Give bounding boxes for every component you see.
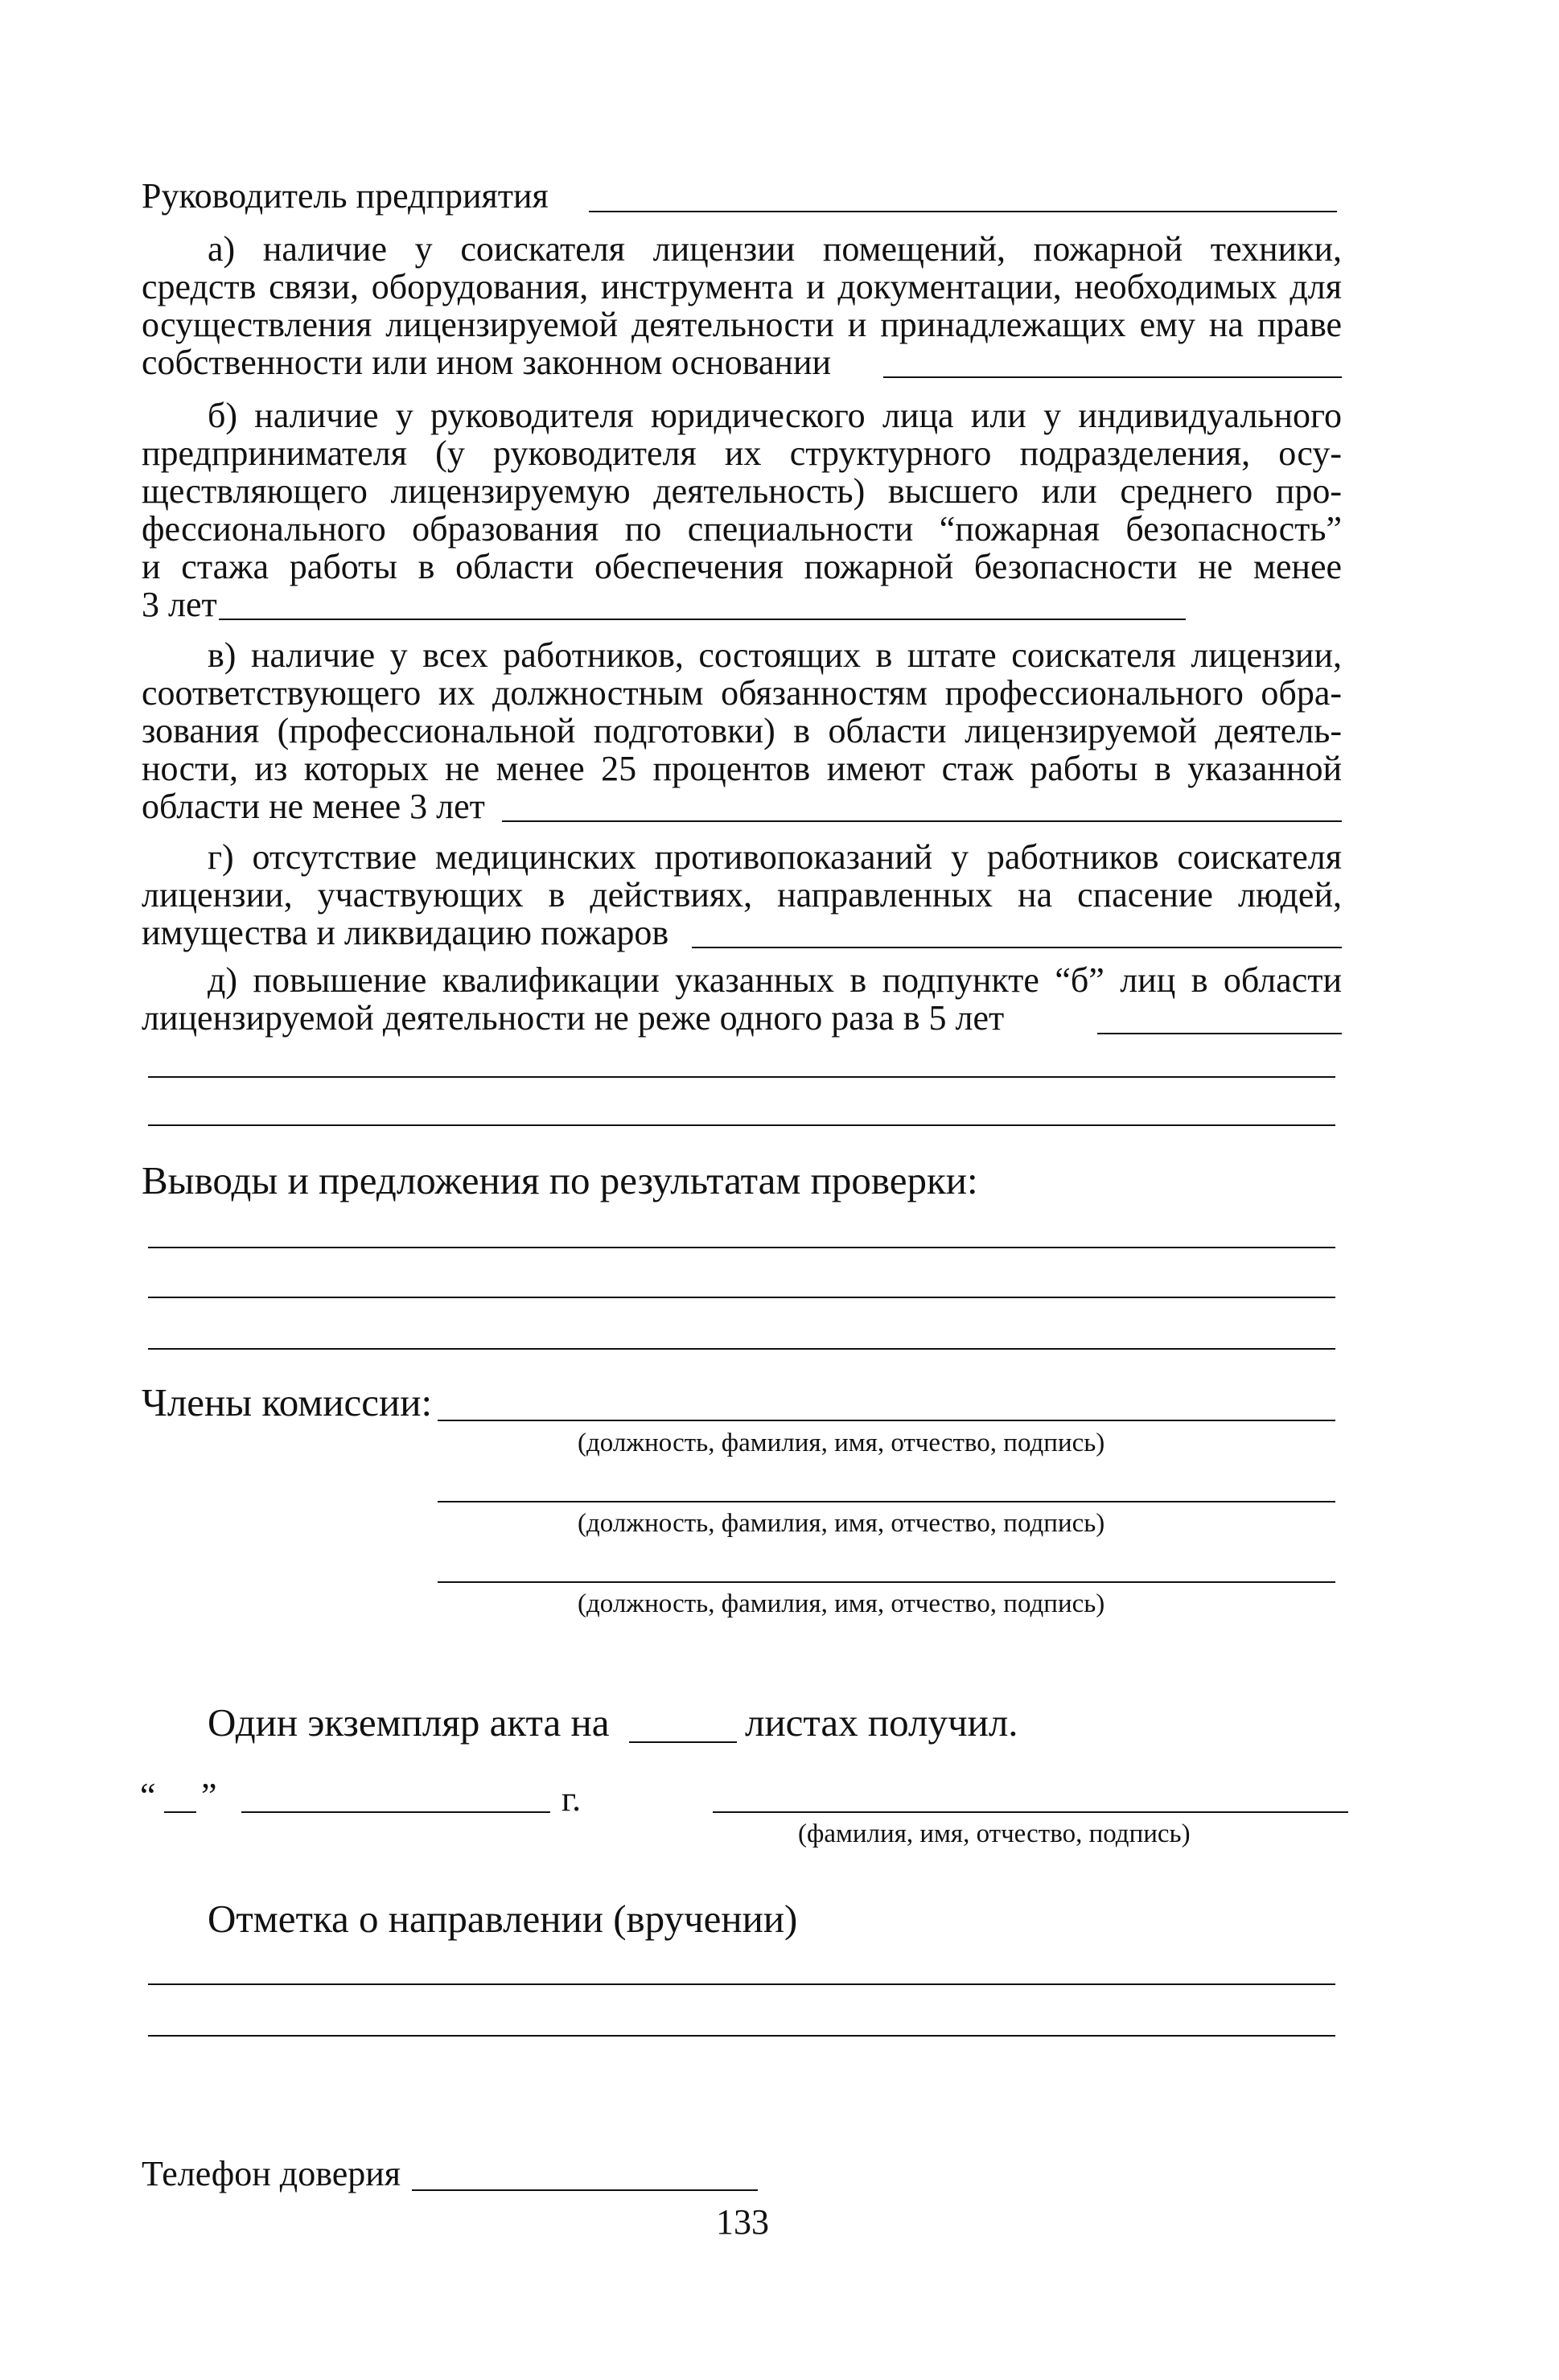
conclusions-label: Выводы и предложения по результатам проверки: [142,1158,978,1202]
blank-line [148,1076,1335,1078]
item-v-line-5: области не менее 3 лет [142,787,485,826]
item-d-line-1: д) повышение квалификации указанных в подпункте “б” лиц в области [208,960,1342,1000]
sheets-count-line [629,1741,737,1743]
commission-label: Члены комиссии: [142,1380,433,1424]
delivery-label: Отметка о направлении (вручении) [208,1897,798,1941]
item-v-fill-line [502,820,1342,822]
item-b-line-5: и стажа работы в области обеспечения пожарной безопасности не менее [142,547,1342,586]
conclusions-line [148,1247,1335,1248]
date-month-line [241,1811,550,1813]
item-a-line-4: собственности или ином законном основании [142,343,832,382]
date-quote-open: “ [140,1776,156,1815]
conclusions-line [148,1348,1335,1350]
blank-line [148,1124,1335,1126]
item-g-fill-line [692,947,1342,948]
commission-signature-line [438,1581,1335,1583]
receipt-text-before: Один экземпляр акта на [208,1700,610,1745]
delivery-line [148,2035,1335,2037]
item-v-line-1: в) наличие у всех работников, состоящих в штате соискателя лицензии, [208,635,1342,675]
item-a-fill-line [883,376,1342,378]
commission-signature-line [438,1420,1335,1421]
item-d-fill-line [1097,1033,1342,1034]
item-b-line-2: предпринимателя (у руководителя их структурного подразделения, осу- [142,434,1342,473]
item-b-line-3: ществляющего лицензируемую деятельность) высшего или среднего про- [142,471,1342,511]
item-b-line-1: б) наличие у руководителя юридического лица или у индивидуального [208,396,1342,435]
item-d-line-2: лицензируемой деятельности не реже одного раза в 5 лет [142,998,1005,1038]
item-a-line-2: средств связи, оборудования, инструмента и документации, необходимых для [142,267,1342,306]
commission-caption: (должность, фамилия, имя, отчество, подпись) [578,1428,1105,1457]
receipt-text-after: листах получил. [745,1700,1018,1745]
manager-label: Руководитель предприятия [142,176,549,216]
item-v-line-3: зования (профессиональной подготовки) в области лицензируемой деятель- [142,711,1342,750]
item-b-line-6: 3 лет [142,585,217,624]
hotline-label: Телефон доверия [142,2154,401,2193]
date-day-line [164,1811,196,1813]
item-g-line-1: г) отсутствие медицинских противопоказаний у работников соискателя [208,837,1342,877]
receipt-caption: (фамилия, имя, отчество, подпись) [798,1819,1191,1848]
page-number: 133 [716,2202,769,2242]
hotline-fill-line [412,2189,758,2191]
date-year-suffix: г. [561,1779,582,1819]
receipt-signature-line [713,1811,1348,1813]
item-v-line-4: ности, из которых не менее 25 процентов имеют стаж работы в указанной [142,749,1342,788]
commission-caption: (должность, фамилия, имя, отчество, подпись) [578,1589,1105,1618]
item-v-line-2: соответствующего их должностным обязанностям профессионального обра- [142,673,1342,713]
conclusions-line [148,1297,1335,1298]
item-b-fill-line [219,619,1186,620]
item-g-line-2: лицензии, участвующих в действиях, направленных на спасение людей, [142,875,1342,915]
commission-signature-line [438,1501,1335,1502]
item-g-line-3: имущества и ликвидацию пожаров [142,913,669,952]
item-a-line-1: а) наличие у соискателя лицензии помещений, пожарной техники, [208,229,1342,269]
item-b-line-4: фессионального образования по специальности “пожарная безопасность” [142,509,1342,549]
date-quote-close: ” [201,1776,217,1815]
manager-fill-line [589,211,1337,212]
delivery-line [148,1983,1335,1985]
item-a-line-3: осуществления лицензируемой деятельности и принадлежащих ему на праве [142,305,1342,344]
commission-caption: (должность, фамилия, имя, отчество, подпись) [578,1509,1105,1538]
